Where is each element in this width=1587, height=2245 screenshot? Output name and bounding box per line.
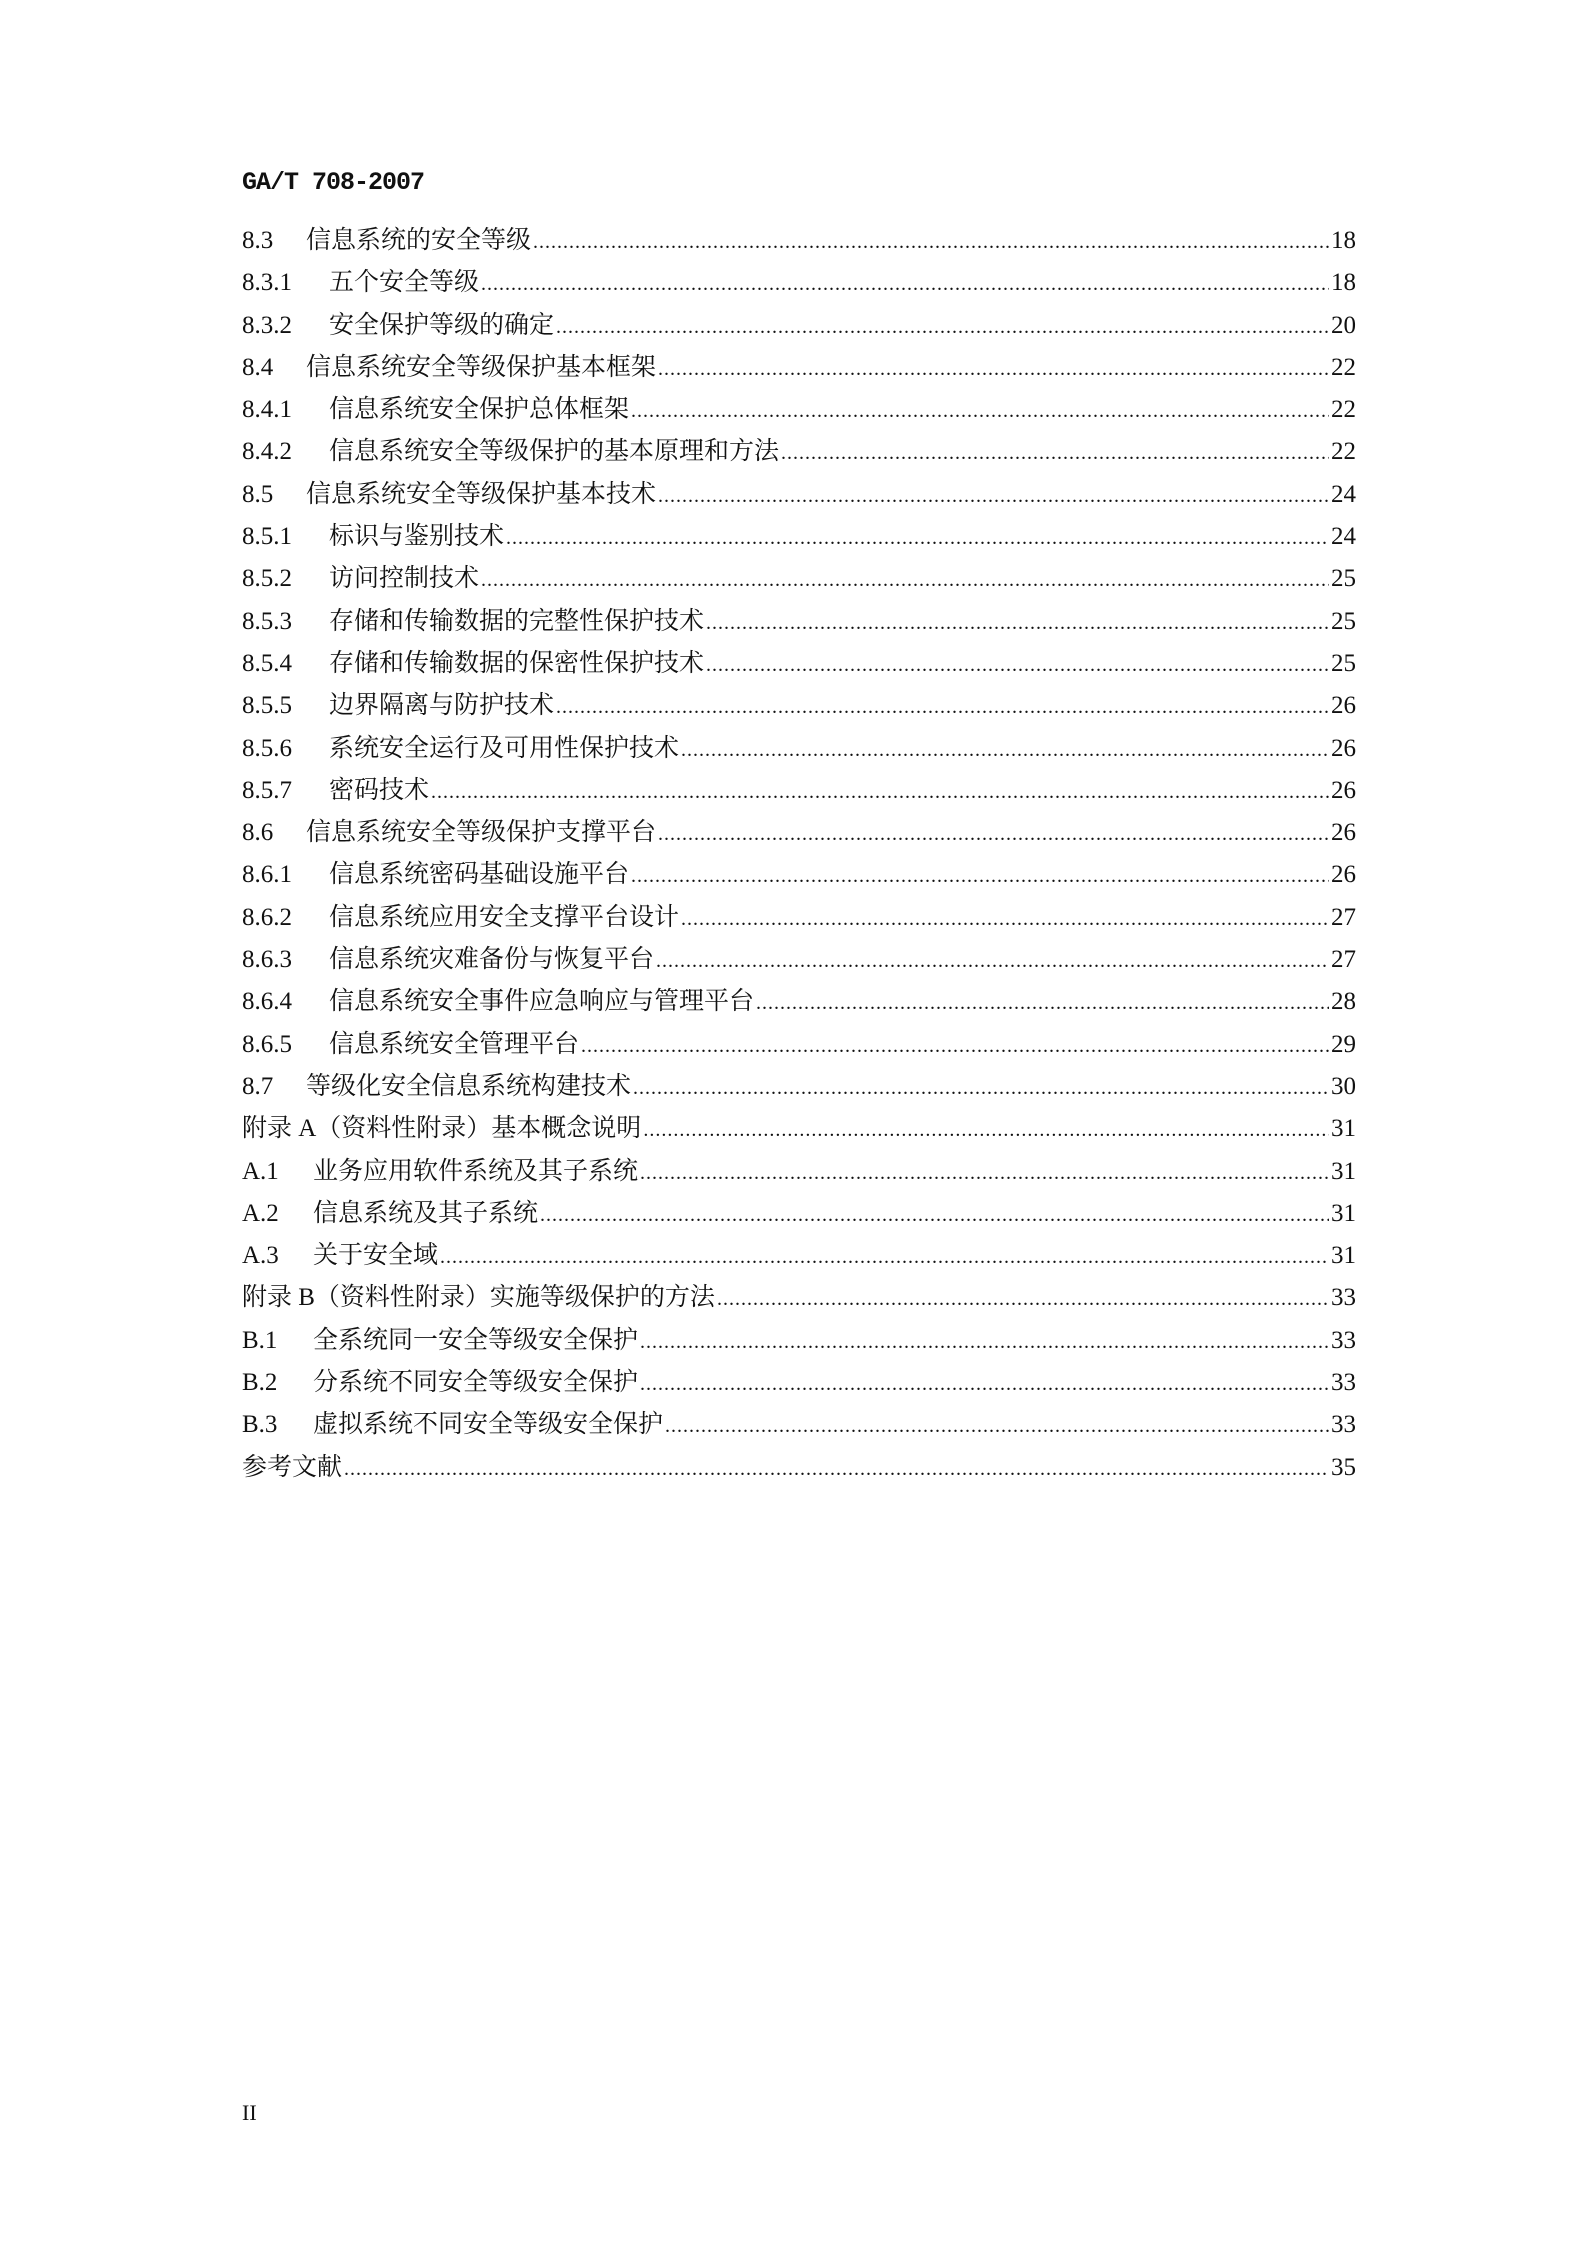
toc-entry-page: 26 bbox=[1331, 692, 1356, 720]
toc-entry-number: 8.6.4 bbox=[242, 988, 292, 1016]
toc-entry-number: 8.5.7 bbox=[242, 776, 292, 804]
toc-entry-page: 24 bbox=[1331, 523, 1356, 551]
dot-leader bbox=[556, 696, 1329, 719]
toc-entry-number: 8.5.4 bbox=[242, 649, 292, 677]
toc-entry-page: 33 bbox=[1331, 1284, 1356, 1312]
dot-leader bbox=[658, 485, 1329, 508]
toc-entry-number: B.1 bbox=[242, 1326, 278, 1354]
toc-entry-page: 25 bbox=[1331, 649, 1356, 677]
dot-leader bbox=[781, 442, 1329, 465]
page-number: II bbox=[242, 2100, 257, 2125]
toc-entry-title: 业务应用软件系统及其子系统 bbox=[313, 1157, 639, 1185]
toc-entry-page: 28 bbox=[1331, 988, 1356, 1016]
toc-entry-number: 8.5.6 bbox=[242, 734, 292, 762]
toc-entry[interactable] bbox=[242, 516, 1356, 558]
toc-entry-number: 8.6.1 bbox=[242, 861, 292, 889]
dot-leader bbox=[631, 400, 1329, 423]
dot-leader bbox=[344, 1458, 1329, 1481]
toc-entry[interactable] bbox=[242, 431, 1356, 473]
toc-entry[interactable] bbox=[242, 812, 1356, 854]
toc-entry-page: 26 bbox=[1331, 819, 1356, 847]
toc-entry[interactable] bbox=[242, 558, 1356, 600]
toc-entry-page: 27 bbox=[1331, 903, 1356, 931]
toc-entry[interactable] bbox=[242, 643, 1356, 685]
toc-entry[interactable] bbox=[242, 1320, 1356, 1362]
toc-entry-number: A.3 bbox=[242, 1242, 279, 1270]
toc-entry-page: 27 bbox=[1331, 946, 1356, 974]
toc-entry-title: 全系统同一安全等级安全保护 bbox=[313, 1326, 639, 1354]
toc-entry-title: 附录 B（资料性附录）实施等级保护的方法 bbox=[242, 1284, 715, 1312]
toc-entry-page: 31 bbox=[1331, 1242, 1356, 1270]
dot-leader bbox=[640, 1162, 1329, 1185]
dot-leader bbox=[481, 273, 1329, 296]
toc-entry-page: 22 bbox=[1331, 396, 1356, 424]
toc-entry-number: A.2 bbox=[242, 1199, 279, 1227]
toc-entry-title: 参考文献 bbox=[242, 1453, 343, 1481]
dot-leader bbox=[631, 865, 1329, 888]
toc-entry-page: 25 bbox=[1331, 565, 1356, 593]
toc-entry[interactable] bbox=[242, 854, 1356, 896]
toc-entry-page: 30 bbox=[1331, 1072, 1356, 1100]
toc-entry[interactable] bbox=[242, 220, 1356, 262]
toc-entry-page: 18 bbox=[1331, 269, 1356, 297]
toc-entry-title: 信息系统密码基础设施平台 bbox=[329, 861, 630, 889]
toc-entry-page: 26 bbox=[1331, 734, 1356, 762]
toc-entry-title: 安全保护等级的确定 bbox=[329, 311, 555, 339]
toc-entry-number: A.1 bbox=[242, 1157, 279, 1185]
toc-entry-number: 8.6 bbox=[242, 819, 274, 847]
toc-entry-page: 22 bbox=[1331, 438, 1356, 466]
toc-entry[interactable] bbox=[242, 685, 1356, 727]
toc-entry-number: 8.5.3 bbox=[242, 607, 292, 635]
toc-entry-number: 8.3.1 bbox=[242, 269, 292, 297]
toc-entry-page: 33 bbox=[1331, 1411, 1356, 1439]
dot-leader bbox=[756, 992, 1329, 1015]
toc-entry-number: 8.6.5 bbox=[242, 1030, 292, 1058]
toc-entry-title: 信息系统安全等级保护基本技术 bbox=[306, 480, 657, 508]
toc-entry-title: 信息系统安全等级保护基本框架 bbox=[306, 353, 657, 381]
toc-entry-number: 8.3 bbox=[242, 227, 274, 254]
toc-entry[interactable] bbox=[242, 939, 1356, 981]
toc-entry[interactable] bbox=[242, 601, 1356, 643]
dot-leader bbox=[506, 527, 1329, 550]
dot-leader bbox=[717, 1288, 1329, 1311]
dot-leader bbox=[643, 1119, 1329, 1142]
toc-entry-title: 存储和传输数据的保密性保护技术 bbox=[329, 649, 705, 677]
toc-entry-title: 信息系统安全保护总体框架 bbox=[329, 396, 630, 424]
dot-leader bbox=[658, 823, 1329, 846]
toc-entry-number: 8.4.1 bbox=[242, 396, 292, 424]
toc-entry[interactable] bbox=[242, 728, 1356, 770]
toc-entry[interactable] bbox=[242, 474, 1356, 516]
toc-entry[interactable] bbox=[242, 389, 1356, 431]
toc-entry-page: 35 bbox=[1331, 1453, 1356, 1481]
toc-entry-title: 信息系统安全事件应急响应与管理平台 bbox=[329, 988, 755, 1016]
toc-entry[interactable] bbox=[242, 305, 1356, 347]
dot-leader bbox=[581, 1035, 1329, 1058]
toc-entry[interactable] bbox=[242, 1362, 1356, 1404]
toc-entry-number: 8.5 bbox=[242, 480, 274, 508]
toc-entry[interactable] bbox=[242, 1108, 1356, 1150]
toc-entry-page: 31 bbox=[1331, 1115, 1356, 1143]
toc-entry-number: 8.5.5 bbox=[242, 692, 292, 720]
toc-entry-title: 虚拟系统不同安全等级安全保护 bbox=[313, 1411, 664, 1439]
toc-entry-title: 等级化安全信息系统构建技术 bbox=[306, 1072, 632, 1100]
toc-entry-title: 访问控制技术 bbox=[329, 565, 480, 593]
toc-entry-title: 密码技术 bbox=[329, 776, 430, 804]
toc-entry-page: 18 bbox=[1331, 227, 1356, 254]
toc-entry-page: 33 bbox=[1331, 1369, 1356, 1397]
dot-leader bbox=[706, 654, 1329, 677]
toc-entry-number: 8.5.1 bbox=[242, 523, 292, 551]
toc-entry-title: 系统安全运行及可用性保护技术 bbox=[329, 734, 680, 762]
dot-leader bbox=[656, 950, 1329, 973]
toc-entry[interactable] bbox=[242, 1235, 1356, 1277]
toc-entry-title: 五个安全等级 bbox=[329, 269, 480, 297]
toc-entry[interactable] bbox=[242, 1066, 1356, 1108]
dot-leader bbox=[658, 358, 1329, 381]
toc-entry-page: 31 bbox=[1331, 1157, 1356, 1185]
toc-entry-number: 8.4 bbox=[242, 353, 274, 381]
dot-leader bbox=[540, 1204, 1329, 1227]
toc-entry-page: 26 bbox=[1331, 861, 1356, 889]
toc-entry-title: 信息系统的安全等级 bbox=[306, 227, 532, 254]
toc-entry-title: 边界隔离与防护技术 bbox=[329, 692, 555, 720]
table-of-contents bbox=[242, 220, 1356, 1489]
toc-entry-page: 22 bbox=[1331, 353, 1356, 381]
toc-entry-number: 8.6.2 bbox=[242, 903, 292, 931]
toc-entry[interactable] bbox=[242, 262, 1356, 304]
dot-leader bbox=[681, 739, 1329, 762]
toc-entry-number: B.2 bbox=[242, 1369, 278, 1397]
dot-leader bbox=[481, 569, 1329, 592]
toc-entry[interactable] bbox=[242, 897, 1356, 939]
toc-entry-number: 8.3.2 bbox=[242, 311, 292, 339]
toc-entry-number: 8.7 bbox=[242, 1072, 274, 1100]
toc-entry[interactable] bbox=[242, 1151, 1356, 1193]
toc-entry-page: 29 bbox=[1331, 1030, 1356, 1058]
toc-entry-page: 31 bbox=[1331, 1199, 1356, 1227]
dot-leader bbox=[640, 1331, 1329, 1354]
toc-entry-page: 26 bbox=[1331, 776, 1356, 804]
toc-entry-title: 关于安全域 bbox=[313, 1242, 439, 1270]
toc-entry-title: 信息系统安全等级保护的基本原理和方法 bbox=[329, 438, 780, 466]
toc-entry-title: 附录 A（资料性附录）基本概念说明 bbox=[242, 1115, 642, 1143]
toc-entry[interactable] bbox=[242, 1024, 1356, 1066]
dot-leader bbox=[633, 1077, 1329, 1100]
toc-entry-number: 8.4.2 bbox=[242, 438, 292, 466]
toc-entry-number: 8.5.2 bbox=[242, 565, 292, 593]
toc-entry[interactable] bbox=[242, 1447, 1356, 1489]
toc-entry-title: 信息系统灾难备份与恢复平台 bbox=[329, 946, 655, 974]
toc-entry-title: 分系统不同安全等级安全保护 bbox=[313, 1369, 639, 1397]
toc-entry-number: B.3 bbox=[242, 1411, 278, 1439]
toc-entry[interactable] bbox=[242, 1404, 1356, 1446]
toc-entry-page: 24 bbox=[1331, 480, 1356, 508]
dot-leader bbox=[665, 1415, 1329, 1438]
toc-entry-page: 20 bbox=[1331, 311, 1356, 339]
dot-leader bbox=[640, 1373, 1329, 1396]
document-code-header: GA/T 708-2007 bbox=[242, 168, 425, 197]
toc-entry[interactable] bbox=[242, 981, 1356, 1023]
toc-entry[interactable] bbox=[242, 1193, 1356, 1235]
toc-entry[interactable] bbox=[242, 347, 1356, 389]
toc-entry-title: 信息系统安全等级保护支撑平台 bbox=[306, 819, 657, 847]
toc-entry-title: 信息系统及其子系统 bbox=[313, 1199, 539, 1227]
dot-leader bbox=[440, 1246, 1329, 1269]
toc-entry-title: 信息系统应用安全支撑平台设计 bbox=[329, 903, 680, 931]
toc-entry-title: 标识与鉴别技术 bbox=[329, 523, 505, 551]
toc-entry-number: 8.6.3 bbox=[242, 946, 292, 974]
toc-entry[interactable] bbox=[242, 770, 1356, 812]
dot-leader bbox=[556, 316, 1329, 339]
dot-leader bbox=[533, 231, 1329, 254]
toc-entry-page: 25 bbox=[1331, 607, 1356, 635]
dot-leader bbox=[706, 612, 1329, 635]
toc-entry-title: 信息系统安全管理平台 bbox=[329, 1030, 580, 1058]
dot-leader bbox=[431, 781, 1329, 804]
toc-entry-page: 33 bbox=[1331, 1326, 1356, 1354]
toc-entry[interactable] bbox=[242, 1277, 1356, 1319]
dot-leader bbox=[681, 908, 1329, 931]
toc-entry-title: 存储和传输数据的完整性保护技术 bbox=[329, 607, 705, 635]
